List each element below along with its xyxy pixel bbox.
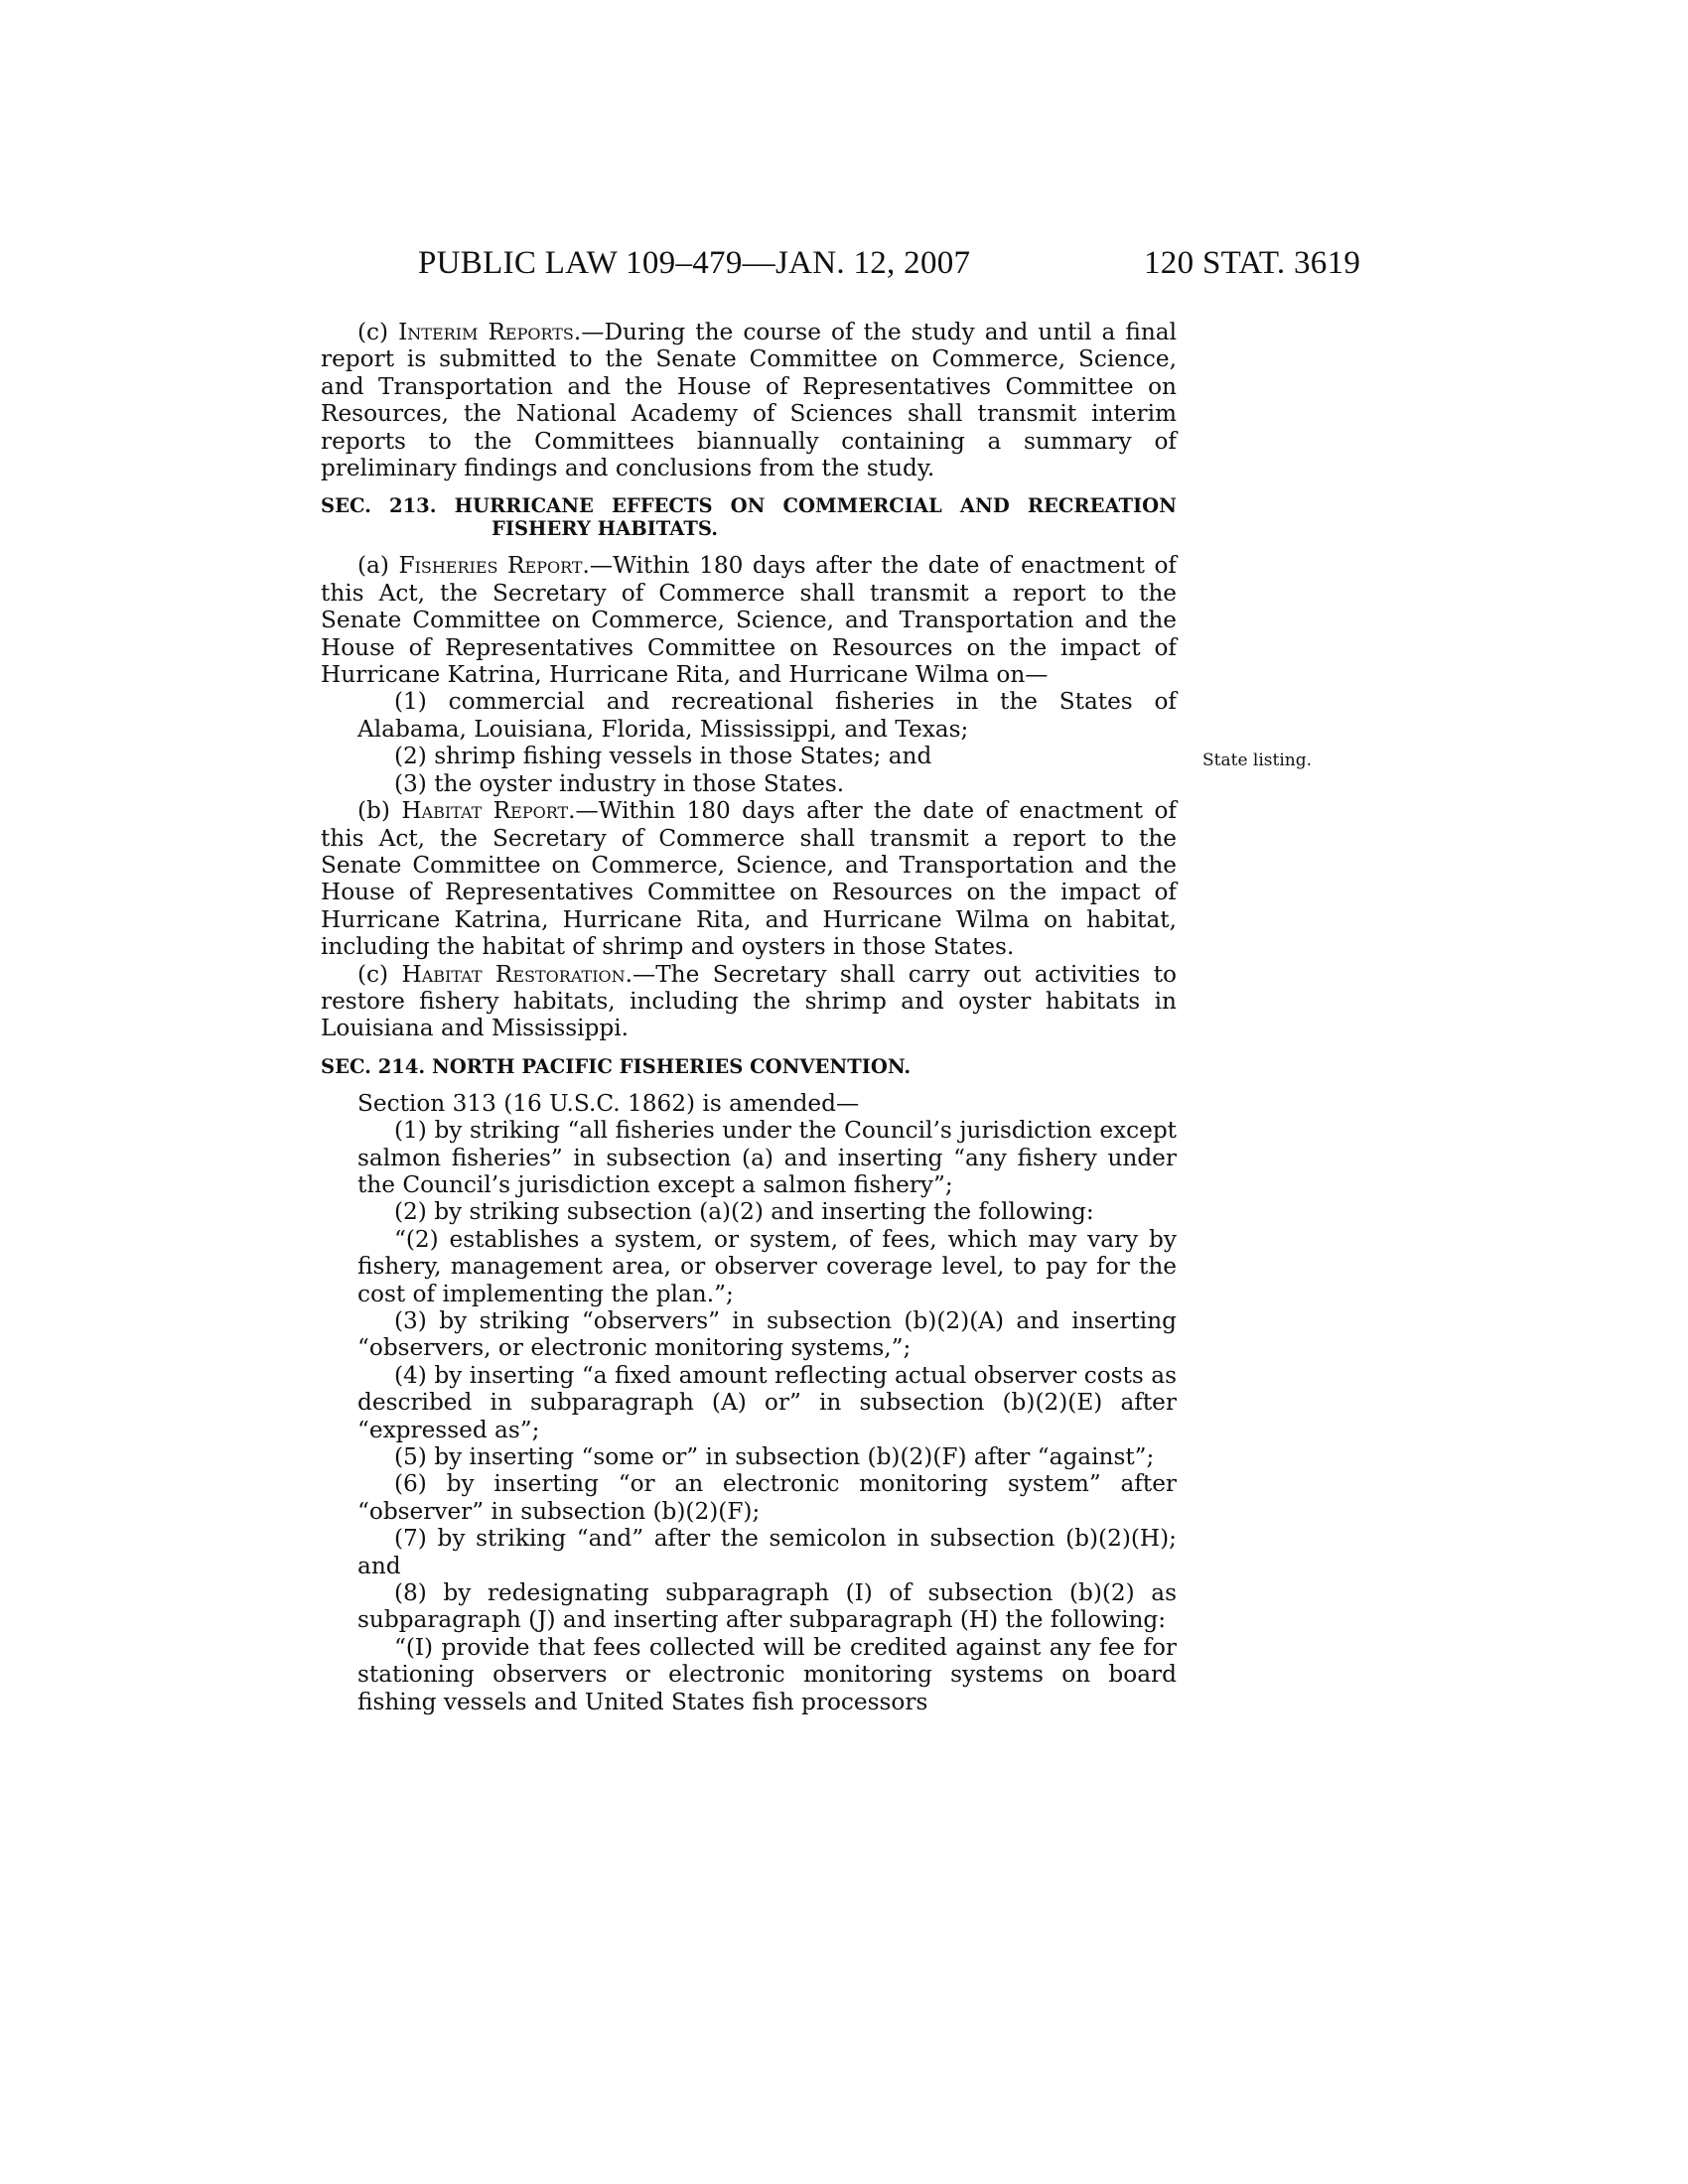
- document-body: [321, 319, 1177, 1715]
- paragraph-lead: (a): [357, 552, 399, 580]
- list-item: (8) by redesignating subparagraph (I) of subsection (b)(2) as subparagraph (J) and inserting after subparagraph (H) the following:: [357, 1579, 1177, 1634]
- quoted-insert: “(2) establishes a system, or system, of fees, which may vary by fishery, management area, or observer coverage level, to pay for the cost of implementing the plan.”;: [357, 1225, 1177, 1307]
- running-header-title: PUBLIC LAW 109–479—JAN. 12, 2007: [418, 245, 971, 281]
- paragraph-text: .—The Secretary shall carry out activities to restore fishery habitats, including the shrimp and oyster habitats in Louisiana and Mississippi.: [321, 960, 1177, 1042]
- list-item: (4) by inserting “a fixed amount reflecting actual observer costs as described in subparagraph (A) or” in subsection (b)(2)(E) after “expressed as”;: [357, 1361, 1177, 1443]
- list-item: (6) by inserting “or an electronic monitoring system” after “observer” in subsection (b)(2)(F);: [357, 1470, 1177, 1525]
- paragraph-lead: (b): [357, 797, 402, 825]
- section-213-heading: SEC. 213. HURRICANE EFFECTS ON COMMERCIAL AND RECREATION FISHERY HABITATS.: [321, 494, 1177, 541]
- section-214-heading: SEC. 214. NORTH PACIFIC FISHERIES CONVENTION.: [321, 1054, 912, 1078]
- list-item: (3) by striking “observers” in subsection (b)(2)(A) and inserting “observers, or electronic monitoring systems,”;: [357, 1307, 1177, 1362]
- paragraph-text: .—Within 180 days after the date of enactment of this Act, the Secretary of Commerce shall transmit a report to the Senate Committee on Commerce, Science, and Transportation and the House of Representatives Committee on Resources on the impact of Hurricane Katrina, Hurricane Rita, and Hurricane Wilma on—: [321, 552, 1178, 689]
- list-item: (2) by striking subsection (a)(2) and inserting the following:: [394, 1198, 1094, 1226]
- paragraph-text: .—During the course of the study and until a final report is submitted to the Senate Committee on Commerce, Science, and Transportation and the House of Representatives Committee on Resources, the National Academy of Sciences shall transmit interim reports to the Committees biannually containing a summary of preliminary findings and conclusions from the study.: [321, 319, 1178, 482]
- paragraph-heading: Fisheries Report: [398, 552, 583, 580]
- list-item: (1) by striking “all fisheries under the Council’s jurisdiction except salmon fisheries” in subsection (a) and inserting “any fishery under the Council’s jurisdiction except a salmon fishery”;: [357, 1117, 1177, 1198]
- paragraph-text: .—Within 180 days after the date of enactment of this Act, the Secretary of Commerce shall transmit a report to the Senate Committee on Commerce, Science, and Transportation and the House of Representatives Committee on Resources on the impact of Hurricane Katrina, Hurricane Rita, and Hurricane Wilma on habitat, including the habitat of shrimp and oysters in those States.: [321, 797, 1177, 961]
- margin-note: State listing.: [1202, 751, 1313, 770]
- paragraph-lead: (c): [357, 319, 399, 345]
- list-item: (5) by inserting “some or” in subsection (b)(2)(F) after “against”;: [394, 1443, 1155, 1471]
- quoted-insert: “(I) provide that fees collected will be credited against any fee for stationing observers or electronic monitoring systems on board fishing vessels and United States fish processors: [357, 1633, 1177, 1715]
- list-item: (1) commercial and recreational fisheries in the States of Alabama, Louisiana, Florida, Mississippi, and Texas;: [357, 688, 1177, 743]
- paragraph-lead: (c): [357, 960, 402, 988]
- habitat-restoration-paragraph: [321, 961, 1177, 1042]
- paragraph-heading: Habitat Restoration: [401, 960, 626, 988]
- paragraph-heading: Habitat Report: [401, 797, 569, 825]
- paragraph-heading: Interim Reports: [398, 319, 574, 345]
- list-item: (3) the oyster industry in those States.: [394, 769, 845, 797]
- list-item: (2) shrimp fishing vessels in those States; and: [394, 743, 932, 770]
- fisheries-report-paragraph: [321, 552, 1177, 688]
- habitat-report-paragraph: [321, 797, 1177, 960]
- section-214-intro: Section 313 (16 U.S.C. 1862) is amended—: [357, 1089, 860, 1117]
- running-header-page-number: 120 STAT. 3619: [1144, 245, 1361, 281]
- list-item: (7) by striking “and” after the semicolon in subsection (b)(2)(H); and: [357, 1525, 1177, 1579]
- interim-reports-paragraph: [321, 319, 1177, 481]
